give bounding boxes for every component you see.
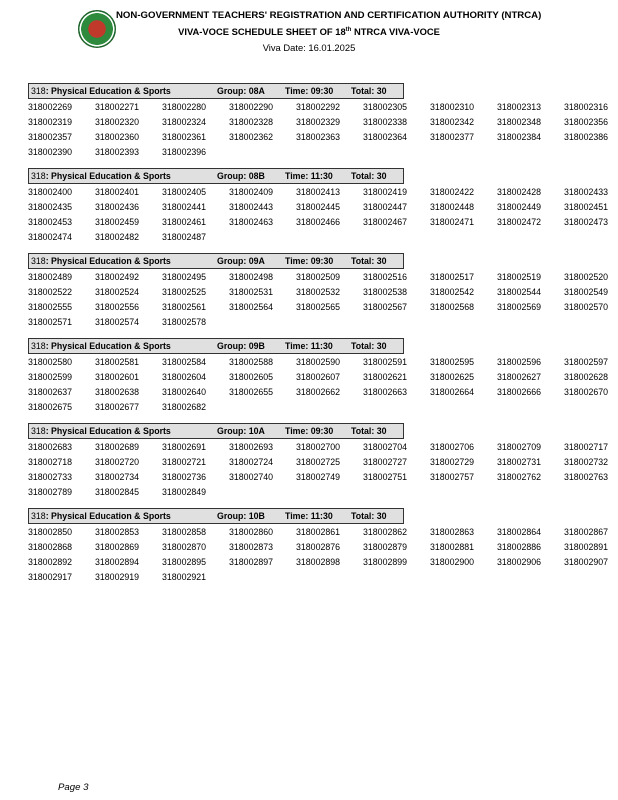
- roll-grid: [28, 355, 614, 415]
- time-label: Time: 09:30: [285, 256, 334, 266]
- roll-number: 318002886: [497, 542, 542, 552]
- roll-number: 318002328: [229, 117, 274, 127]
- group-label: Group: 10B: [217, 511, 265, 521]
- group-header-bar: [28, 508, 404, 524]
- subject-name: : Physical Education & Sports: [45, 341, 171, 351]
- subject-name: : Physical Education & Sports: [45, 171, 171, 181]
- roll-number: 318002853: [95, 527, 140, 537]
- roll-number: 318002789: [28, 487, 73, 497]
- roll-number: 318002727: [363, 457, 408, 467]
- time-label: Time: 11:30: [285, 341, 333, 351]
- roll-number: 318002461: [162, 217, 207, 227]
- roll-number: 318002568: [430, 302, 475, 312]
- roll-grid: [28, 185, 614, 245]
- roll-number: 318002561: [162, 302, 207, 312]
- roll-number: 318002313: [497, 102, 542, 112]
- roll-number: 318002305: [363, 102, 408, 112]
- roll-number: 318002463: [229, 217, 274, 227]
- roll-number: 318002868: [28, 542, 73, 552]
- roll-number: 318002917: [28, 572, 73, 582]
- roll-number: 318002717: [564, 442, 609, 452]
- roll-number: 318002538: [363, 287, 408, 297]
- roll-number: 318002691: [162, 442, 207, 452]
- roll-number: 318002567: [363, 302, 408, 312]
- roll-number: 318002683: [28, 442, 73, 452]
- roll-number: 318002422: [430, 187, 475, 197]
- roll-number: 318002734: [95, 472, 140, 482]
- total-label: Total: 30: [351, 341, 387, 351]
- roll-number: 318002290: [229, 102, 274, 112]
- subject-name: : Physical Education & Sports: [45, 426, 171, 436]
- roll-number: 318002894: [95, 557, 140, 567]
- roll-number: 318002863: [430, 527, 475, 537]
- subject-name: : Physical Education & Sports: [45, 86, 171, 96]
- group-header-bar: [28, 83, 404, 99]
- roll-number: 318002495: [162, 272, 207, 282]
- roll-number: 318002867: [564, 527, 609, 537]
- roll-number: 318002453: [28, 217, 73, 227]
- total-label: Total: 30: [351, 511, 387, 521]
- subject-code: 318: [31, 341, 46, 351]
- roll-grid: [28, 100, 614, 160]
- page-number: Page 3: [58, 782, 89, 793]
- roll-number: 318002393: [95, 147, 140, 157]
- roll-number: 318002419: [363, 187, 408, 197]
- group-label: Group: 10A: [217, 426, 265, 436]
- roll-number: 318002555: [28, 302, 73, 312]
- roll-number: 318002607: [296, 372, 341, 382]
- roll-number: 318002361: [162, 132, 207, 142]
- subject-label: [31, 254, 171, 268]
- roll-number: 318002721: [162, 457, 207, 467]
- roll-number: 318002736: [162, 472, 207, 482]
- roll-number: 318002731: [497, 457, 542, 467]
- roll-number: 318002401: [95, 187, 140, 197]
- time-label: Time: 09:30: [285, 426, 334, 436]
- roll-number: 318002269: [28, 102, 73, 112]
- roll-number: 318002564: [229, 302, 274, 312]
- roll-number: 318002565: [296, 302, 341, 312]
- roll-number: 318002524: [95, 287, 140, 297]
- subject-code: 318: [31, 171, 46, 181]
- roll-number: 318002519: [497, 272, 542, 282]
- roll-number: 318002531: [229, 287, 274, 297]
- group-label: Group: 09B: [217, 341, 265, 351]
- subject-code: 318: [31, 86, 46, 96]
- roll-number: 318002899: [363, 557, 408, 567]
- roll-number: 318002445: [296, 202, 341, 212]
- roll-number: 318002525: [162, 287, 207, 297]
- roll-number: 318002709: [497, 442, 542, 452]
- roll-number: 318002556: [95, 302, 140, 312]
- group-section: [28, 83, 614, 160]
- subject-code: 318: [31, 256, 46, 266]
- roll-number: 318002441: [162, 202, 207, 212]
- roll-number: 318002471: [430, 217, 475, 227]
- roll-number: 318002876: [296, 542, 341, 552]
- roll-number: 318002729: [430, 457, 475, 467]
- roll-number: 318002906: [497, 557, 542, 567]
- roll-number: 318002638: [95, 387, 140, 397]
- roll-number: 318002595: [430, 357, 475, 367]
- roll-number: 318002693: [229, 442, 274, 452]
- roll-number: 318002763: [564, 472, 609, 482]
- subject-label: [31, 84, 171, 98]
- group-section: [28, 508, 614, 585]
- group-list: [28, 83, 614, 593]
- roll-number: 318002489: [28, 272, 73, 282]
- roll-number: 318002895: [162, 557, 207, 567]
- roll-number: 318002724: [229, 457, 274, 467]
- roll-number: 318002921: [162, 572, 207, 582]
- roll-number: 318002718: [28, 457, 73, 467]
- roll-number: 318002599: [28, 372, 73, 382]
- group-section: [28, 253, 614, 330]
- roll-number: 318002451: [564, 202, 609, 212]
- group-header-bar: [28, 168, 404, 184]
- roll-number: 318002762: [497, 472, 542, 482]
- group-header-bar: [28, 423, 404, 439]
- roll-number: 318002472: [497, 217, 542, 227]
- roll-number: 318002348: [497, 117, 542, 127]
- roll-number: 318002357: [28, 132, 73, 142]
- roll-number: 318002360: [95, 132, 140, 142]
- roll-number: 318002520: [564, 272, 609, 282]
- roll-number: 318002413: [296, 187, 341, 197]
- roll-number: 318002384: [497, 132, 542, 142]
- roll-number: 318002860: [229, 527, 274, 537]
- group-label: Group: 09A: [217, 256, 265, 266]
- roll-grid: [28, 525, 614, 585]
- roll-number: 318002473: [564, 217, 609, 227]
- roll-number: 318002597: [564, 357, 609, 367]
- roll-number: 318002517: [430, 272, 475, 282]
- roll-number: 318002757: [430, 472, 475, 482]
- roll-number: 318002377: [430, 132, 475, 142]
- roll-number: 318002704: [363, 442, 408, 452]
- roll-number: 318002363: [296, 132, 341, 142]
- roll-number: 318002292: [296, 102, 341, 112]
- roll-number: 318002447: [363, 202, 408, 212]
- roll-number: 318002436: [95, 202, 140, 212]
- roll-number: 318002663: [363, 387, 408, 397]
- group-header-bar: [28, 253, 404, 269]
- roll-number: 318002467: [363, 217, 408, 227]
- roll-number: 318002892: [28, 557, 73, 567]
- roll-number: 318002443: [229, 202, 274, 212]
- roll-grid: [28, 270, 614, 330]
- roll-number: 318002891: [564, 542, 609, 552]
- roll-number: 318002628: [564, 372, 609, 382]
- roll-number: 318002749: [296, 472, 341, 482]
- roll-number: 318002435: [28, 202, 73, 212]
- schedule-prefix: VIVA-VOCE SCHEDULE SHEET OF 18: [178, 26, 346, 37]
- roll-number: 318002898: [296, 557, 341, 567]
- roll-number: 318002509: [296, 272, 341, 282]
- roll-number: 318002751: [363, 472, 408, 482]
- roll-number: 318002700: [296, 442, 341, 452]
- roll-number: 318002571: [28, 317, 73, 327]
- schedule-sup: th: [345, 26, 352, 33]
- roll-number: 318002588: [229, 357, 274, 367]
- roll-number: 318002591: [363, 357, 408, 367]
- authority-title: NON-GOVERNMENT TEACHERS' REGISTRATION AND CERTIFICATION AUTHORITY (NTRCA): [116, 10, 542, 21]
- roll-number: 318002487: [162, 232, 207, 242]
- group-section: [28, 338, 614, 415]
- roll-number: 318002662: [296, 387, 341, 397]
- roll-number: 318002879: [363, 542, 408, 552]
- roll-number: 318002386: [564, 132, 609, 142]
- time-label: Time: 11:30: [285, 511, 333, 521]
- group-header-bar: [28, 338, 404, 354]
- roll-number: 318002492: [95, 272, 140, 282]
- group-section: [28, 168, 614, 245]
- roll-number: 318002861: [296, 527, 341, 537]
- roll-number: 318002522: [28, 287, 73, 297]
- group-label: Group: 08B: [217, 171, 265, 181]
- roll-number: 318002428: [497, 187, 542, 197]
- roll-number: 318002544: [497, 287, 542, 297]
- roll-number: 318002725: [296, 457, 341, 467]
- roll-number: 318002625: [430, 372, 475, 382]
- time-label: Time: 11:30: [285, 171, 333, 181]
- roll-number: 318002864: [497, 527, 542, 537]
- roll-number: 318002316: [564, 102, 609, 112]
- roll-number: 318002881: [430, 542, 475, 552]
- roll-number: 318002532: [296, 287, 341, 297]
- roll-number: 318002664: [430, 387, 475, 397]
- roll-number: 318002590: [296, 357, 341, 367]
- roll-number: 318002329: [296, 117, 341, 127]
- roll-number: 318002542: [430, 287, 475, 297]
- roll-number: 318002400: [28, 187, 73, 197]
- roll-number: 318002498: [229, 272, 274, 282]
- roll-number: 318002574: [95, 317, 140, 327]
- document-header: [0, 0, 618, 62]
- subject-label: [31, 169, 171, 183]
- roll-number: 318002677: [95, 402, 140, 412]
- roll-number: 318002433: [564, 187, 609, 197]
- total-label: Total: 30: [351, 171, 387, 181]
- viva-date: Viva Date: 16.01.2025: [262, 42, 356, 53]
- roll-number: 318002900: [430, 557, 475, 567]
- roll-number: 318002919: [95, 572, 140, 582]
- roll-number: 318002405: [162, 187, 207, 197]
- total-label: Total: 30: [351, 256, 387, 266]
- subject-code: 318: [31, 511, 46, 521]
- roll-number: 318002364: [363, 132, 408, 142]
- subject-name: : Physical Education & Sports: [45, 256, 171, 266]
- roll-number: 318002578: [162, 317, 207, 327]
- total-label: Total: 30: [351, 86, 387, 96]
- roll-number: 318002732: [564, 457, 609, 467]
- roll-number: 318002733: [28, 472, 73, 482]
- roll-number: 318002324: [162, 117, 207, 127]
- subject-label: [31, 339, 171, 353]
- subject-code: 318: [31, 426, 46, 436]
- roll-number: 318002342: [430, 117, 475, 127]
- roll-number: 318002320: [95, 117, 140, 127]
- roll-number: 318002858: [162, 527, 207, 537]
- roll-number: 318002271: [95, 102, 140, 112]
- roll-number: 318002873: [229, 542, 274, 552]
- roll-number: 318002280: [162, 102, 207, 112]
- roll-number: 318002605: [229, 372, 274, 382]
- roll-number: 318002720: [95, 457, 140, 467]
- roll-number: 318002640: [162, 387, 207, 397]
- roll-grid: [28, 440, 614, 500]
- roll-number: 318002596: [497, 357, 542, 367]
- roll-number: 318002655: [229, 387, 274, 397]
- subject-label: [31, 509, 171, 523]
- schedule-suffix: NTRCA VIVA-VOCE: [351, 26, 440, 37]
- roll-number: 318002581: [95, 357, 140, 367]
- roll-number: 318002570: [564, 302, 609, 312]
- roll-number: 318002845: [95, 487, 140, 497]
- schedule-title: [0, 26, 618, 37]
- roll-number: 318002409: [229, 187, 274, 197]
- roll-number: 318002396: [162, 147, 207, 157]
- roll-number: 318002907: [564, 557, 609, 567]
- roll-number: 318002637: [28, 387, 73, 397]
- roll-number: 318002870: [162, 542, 207, 552]
- roll-number: 318002601: [95, 372, 140, 382]
- roll-number: 318002459: [95, 217, 140, 227]
- subject-label: [31, 424, 171, 438]
- roll-number: 318002604: [162, 372, 207, 382]
- roll-number: 318002627: [497, 372, 542, 382]
- roll-number: 318002862: [363, 527, 408, 537]
- roll-number: 318002689: [95, 442, 140, 452]
- total-label: Total: 30: [351, 426, 387, 436]
- roll-number: 318002850: [28, 527, 73, 537]
- roll-number: 318002516: [363, 272, 408, 282]
- roll-number: 318002580: [28, 357, 73, 367]
- roll-number: 318002849: [162, 487, 207, 497]
- roll-number: 318002549: [564, 287, 609, 297]
- roll-number: 318002706: [430, 442, 475, 452]
- roll-number: 318002449: [497, 202, 542, 212]
- roll-number: 318002362: [229, 132, 274, 142]
- group-label: Group: 08A: [217, 86, 265, 96]
- roll-number: 318002310: [430, 102, 475, 112]
- roll-number: 318002675: [28, 402, 73, 412]
- roll-number: 318002482: [95, 232, 140, 242]
- roll-number: 318002584: [162, 357, 207, 367]
- roll-number: 318002338: [363, 117, 408, 127]
- group-section: [28, 423, 614, 500]
- subject-name: : Physical Education & Sports: [45, 511, 171, 521]
- roll-number: 318002356: [564, 117, 609, 127]
- roll-number: 318002448: [430, 202, 475, 212]
- roll-number: 318002869: [95, 542, 140, 552]
- time-label: Time: 09:30: [285, 86, 334, 96]
- roll-number: 318002474: [28, 232, 73, 242]
- roll-number: 318002466: [296, 217, 341, 227]
- roll-number: 318002682: [162, 402, 207, 412]
- roll-number: 318002390: [28, 147, 73, 157]
- roll-number: 318002569: [497, 302, 542, 312]
- roll-number: 318002666: [497, 387, 542, 397]
- roll-number: 318002897: [229, 557, 274, 567]
- roll-number: 318002319: [28, 117, 73, 127]
- roll-number: 318002621: [363, 372, 408, 382]
- roll-number: 318002670: [564, 387, 609, 397]
- roll-number: 318002740: [229, 472, 274, 482]
